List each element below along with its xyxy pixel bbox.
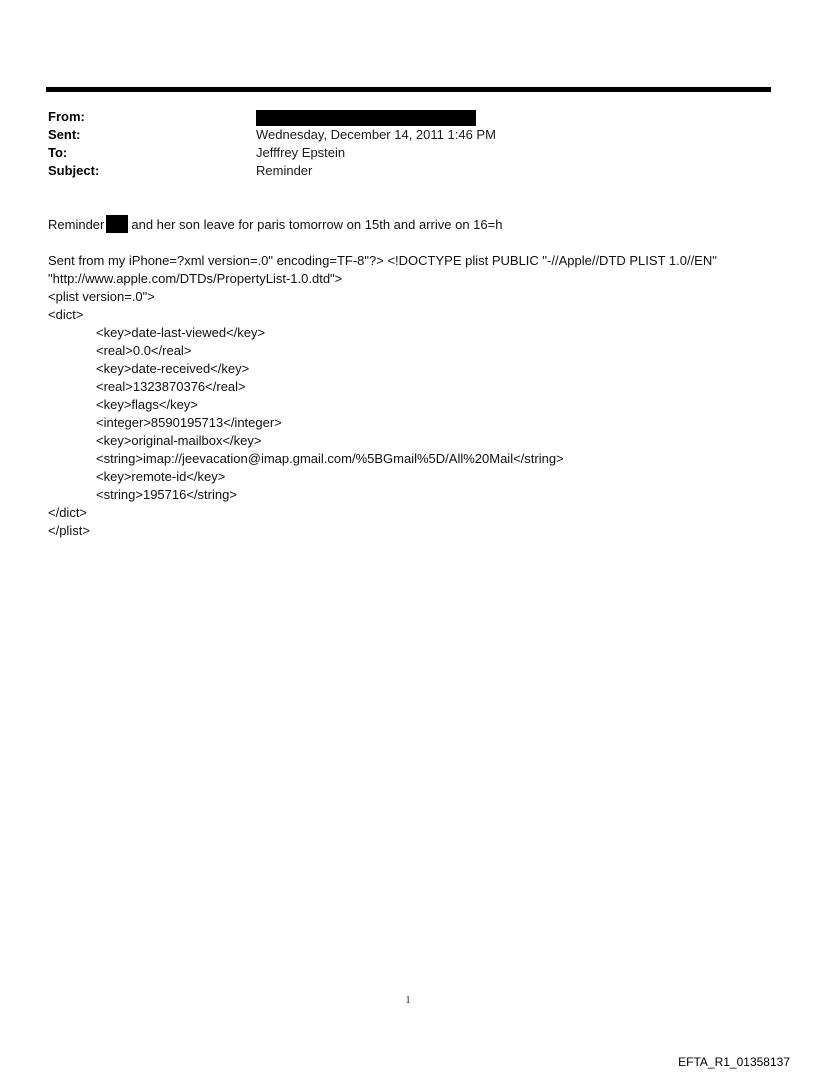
sent-label: Sent: bbox=[48, 127, 81, 142]
from-row bbox=[48, 108, 748, 126]
dict-entry: <real>1323870376</real> bbox=[96, 379, 246, 394]
subject-label: Subject: bbox=[48, 163, 100, 178]
redaction-box bbox=[106, 215, 128, 233]
dict-close-tag: </dict> bbox=[48, 505, 88, 520]
redaction-box bbox=[256, 110, 476, 126]
to-value: Jefffrey Epstein bbox=[256, 145, 346, 160]
dict-entry: <real>0.0</real> bbox=[96, 343, 192, 358]
plist-line: Sent from my iPhone=?xml version=.0" encoding=TF-8"?> <!DOCTYPE plist PUBLIC "-//Apple//DTD PLIST 1.0//EN" bbox=[48, 253, 717, 268]
dict-entry: <string>195716</string> bbox=[96, 487, 237, 502]
plist-close-tag: </plist> bbox=[48, 523, 90, 538]
from-value bbox=[256, 108, 476, 126]
document-id: EFTA_R1_01358137 bbox=[678, 1055, 790, 1069]
to-label: To: bbox=[48, 145, 68, 160]
header-divider bbox=[46, 87, 771, 92]
dict-entry: <integer>8590195713</integer> bbox=[96, 415, 282, 430]
subject-value: Reminder bbox=[256, 163, 313, 178]
dict-entry: <key>flags</key> bbox=[96, 397, 198, 412]
reminder-line bbox=[48, 215, 778, 234]
dict-open-tag: <dict> bbox=[48, 307, 84, 322]
from-label: From: bbox=[48, 109, 85, 124]
plist-line: "http://www.apple.com/DTDs/PropertyList-1.0.dtd"> bbox=[48, 271, 343, 286]
dict-entry: <key>original-mailbox</key> bbox=[96, 433, 262, 448]
dict-entry: <key>date-received</key> bbox=[96, 361, 250, 376]
dict-entry: <key>date-last-viewed</key> bbox=[96, 325, 266, 340]
dict-entry: <string>imap://jeevacation@imap.gmail.com/%5BGmail%5D/All%20Mail</string> bbox=[96, 451, 564, 466]
email-body bbox=[48, 215, 778, 540]
sent-value: Wednesday, December 14, 2011 1:46 PM bbox=[256, 127, 496, 142]
to-row bbox=[48, 144, 748, 162]
page-number: 1 bbox=[405, 995, 411, 1006]
plist-open-tag: <plist version=.0"> bbox=[48, 289, 155, 304]
reminder-suffix: and her son leave for paris tomorrow on 15th and arrive on 16=h bbox=[131, 217, 503, 232]
subject-row bbox=[48, 162, 748, 180]
sent-row bbox=[48, 126, 748, 144]
dict-entry: <key>remote-id</key> bbox=[96, 469, 226, 484]
email-header bbox=[48, 108, 748, 180]
reminder-prefix: Reminder bbox=[48, 217, 105, 232]
blank-line bbox=[48, 234, 778, 252]
